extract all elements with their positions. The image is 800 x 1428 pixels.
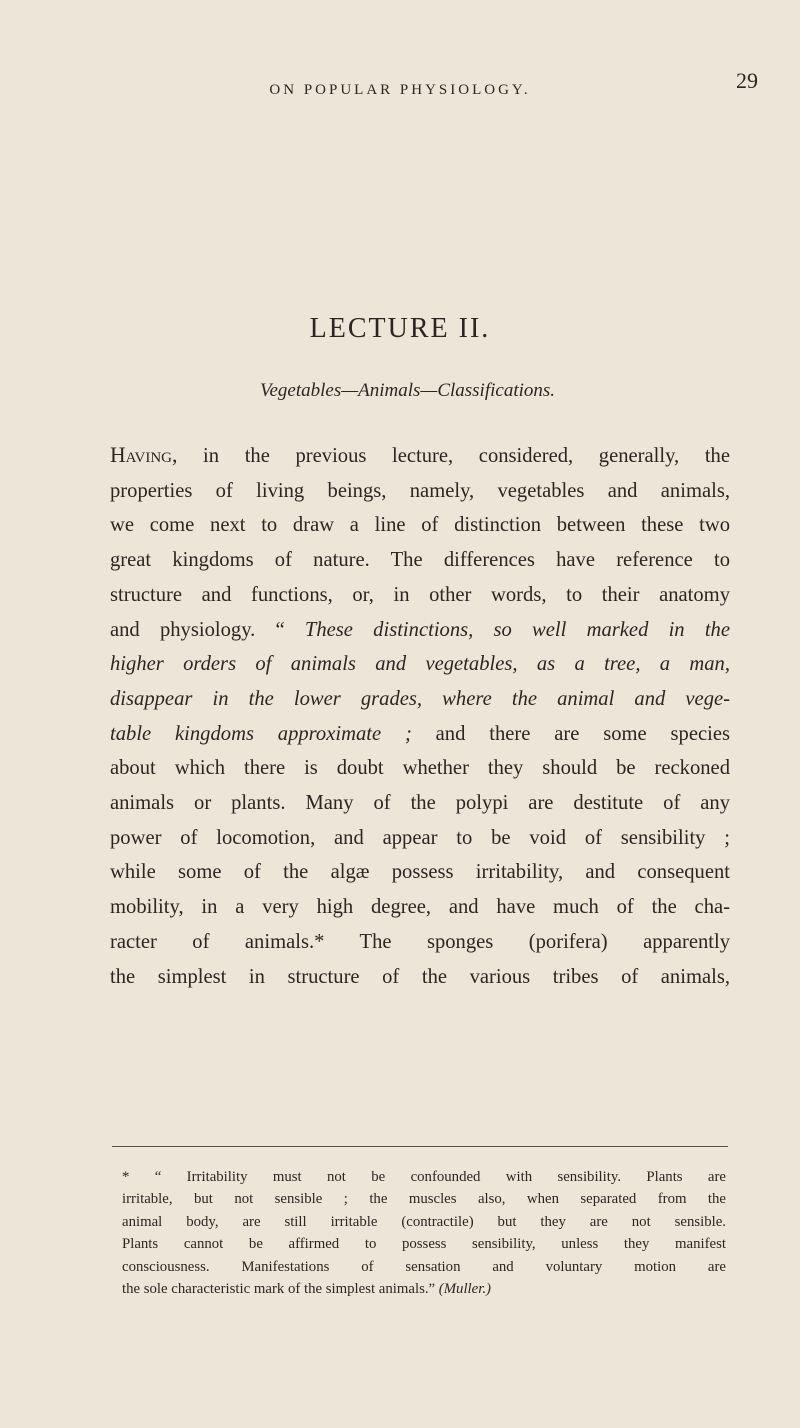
footnote-line: irritable, but not sensible ; the muscles also, when separated from the: [122, 1191, 726, 1208]
body-line: [110, 613, 730, 648]
body-line: great kingdoms of nature. The differences have reference to: [110, 549, 730, 572]
body-line: [110, 717, 730, 752]
body-line: properties of living beings, namely, vegetables and animals,: [110, 479, 730, 502]
footnote-line: [122, 1278, 726, 1300]
body-line-text: in the previous lecture, considered, generally, the: [177, 445, 730, 467]
footnote-line: animal body, are still irritable (contractile) but they are not sensible.: [122, 1213, 726, 1230]
running-head: ON POPULAR PHYSIOLOGY.: [269, 82, 531, 98]
body-line-text: and physiology. “: [110, 618, 305, 641]
quoted-line: higher orders of animals and vegetables, as a tree, a man,: [110, 653, 730, 676]
body-text: [110, 438, 730, 994]
footnote-line: consciousness. Manifestations of sensation and voluntary motion are: [122, 1258, 726, 1275]
footnote-line: * “ Irritability must not be confounded with sensibility. Plants are: [122, 1169, 726, 1185]
quoted-line: disappear in the lower grades, where the animal and vege-: [110, 687, 730, 710]
body-line: racter of animals.* The sponges (porifera) apparently: [110, 930, 730, 953]
drop-word: Having,: [110, 443, 178, 467]
body-line: we come next to draw a line of distinction between these two: [110, 514, 730, 537]
body-line: power of locomotion, and appear to be void of sensibility ;: [110, 826, 730, 849]
quoted-text: These distinctions, so well marked in the: [304, 618, 730, 641]
footnote-line-text: the sole characteristic mark of the simplest animals.”: [122, 1281, 439, 1298]
footnote: [122, 1166, 726, 1300]
page-number: 29: [736, 68, 758, 93]
body-line: the simplest in structure of the various tribes of animals,: [110, 965, 730, 988]
lecture-subtitle: Vegetables—Animals—Classifications.: [260, 380, 556, 401]
body-line-text: and there are some species: [411, 722, 730, 745]
quoted-text: table kingdoms approximate ;: [110, 722, 412, 745]
footnote-line: Plants cannot be affirmed to possess sensibility, unless they manifest: [122, 1236, 726, 1253]
lecture-title: LECTURE II.: [309, 313, 491, 344]
body-line: mobility, in a very high degree, and have much of the cha-: [110, 896, 730, 919]
footnote-divider: [112, 1146, 728, 1147]
body-line: animals or plants. Many of the polypi are destitute of any: [110, 792, 730, 815]
body-line: [110, 438, 730, 474]
footnote-citation: (Muller.): [438, 1281, 491, 1298]
body-line: about which there is doubt whether they should be reckoned: [110, 757, 730, 780]
body-line: structure and functions, or, in other words, to their anatomy: [110, 583, 730, 606]
body-line: while some of the algæ possess irritability, and consequent: [110, 861, 730, 884]
